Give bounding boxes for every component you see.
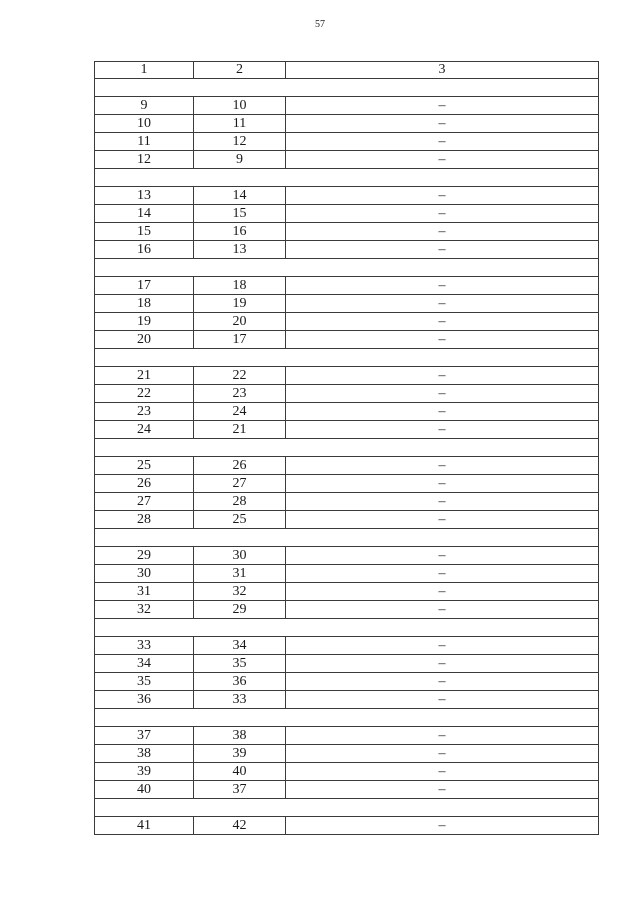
table-row xyxy=(95,187,599,205)
table-cell-col1: 26 xyxy=(95,475,194,493)
table-cell-col3: – xyxy=(286,673,599,691)
table-cell-col2: 16 xyxy=(194,223,286,241)
table-cell-col1: 11 xyxy=(95,133,194,151)
table-cell-col1: 20 xyxy=(95,331,194,349)
group-separator-cell xyxy=(95,349,599,367)
table-cell-col1: 37 xyxy=(95,727,194,745)
table-row xyxy=(95,817,599,835)
table-cell-col3: – xyxy=(286,763,599,781)
table-row xyxy=(95,745,599,763)
table-row xyxy=(95,493,599,511)
table-row xyxy=(95,385,599,403)
table-cell-col1: 35 xyxy=(95,673,194,691)
table-row xyxy=(95,565,599,583)
group-separator-cell xyxy=(95,79,599,97)
table-cell-col3: – xyxy=(286,277,599,295)
table-cell-col3: – xyxy=(286,457,599,475)
table-cell-col3: – xyxy=(286,565,599,583)
table-cell-col2: 29 xyxy=(194,601,286,619)
table-cell-col2: 20 xyxy=(194,313,286,331)
table-cell-col1: 9 xyxy=(95,97,194,115)
table-row xyxy=(95,313,599,331)
table-cell-col1: 33 xyxy=(95,637,194,655)
table-row xyxy=(95,367,599,385)
table-cell-col2: 31 xyxy=(194,565,286,583)
table-cell-col1: 21 xyxy=(95,367,194,385)
table-header-row xyxy=(95,62,599,79)
table-cell-col3: – xyxy=(286,745,599,763)
table-cell-col1: 40 xyxy=(95,781,194,799)
table-cell-col3: – xyxy=(286,241,599,259)
table-cell-col1: 34 xyxy=(95,655,194,673)
table-cell-col1: 36 xyxy=(95,691,194,709)
table-cell-col3: – xyxy=(286,295,599,313)
group-separator-row xyxy=(95,709,599,727)
table-cell-col2: 25 xyxy=(194,511,286,529)
table-cell-col2: 12 xyxy=(194,133,286,151)
table-row xyxy=(95,223,599,241)
table-row xyxy=(95,97,599,115)
table-cell-col3: – xyxy=(286,475,599,493)
table-cell-col1: 17 xyxy=(95,277,194,295)
table-row xyxy=(95,331,599,349)
table-cell-col3: – xyxy=(286,601,599,619)
table-cell-col1: 29 xyxy=(95,547,194,565)
table-cell-col2: 36 xyxy=(194,673,286,691)
table-cell-col1: 32 xyxy=(95,601,194,619)
table-cell-col3: – xyxy=(286,493,599,511)
table-cell-col2: 17 xyxy=(194,331,286,349)
table-cell-col3: – xyxy=(286,223,599,241)
group-separator-row xyxy=(95,439,599,457)
table-cell-col3: – xyxy=(286,817,599,835)
table-cell-col1: 30 xyxy=(95,565,194,583)
column-header-1: 1 xyxy=(95,62,194,79)
table-cell-col3: – xyxy=(286,367,599,385)
table-cell-col2: 33 xyxy=(194,691,286,709)
table-cell-col3: – xyxy=(286,511,599,529)
table-cell-col3: – xyxy=(286,97,599,115)
table-row xyxy=(95,727,599,745)
table-cell-col1: 28 xyxy=(95,511,194,529)
table-cell-col2: 32 xyxy=(194,583,286,601)
table-cell-col3: – xyxy=(286,655,599,673)
table-row xyxy=(95,781,599,799)
table-cell-col2: 24 xyxy=(194,403,286,421)
column-header-2: 2 xyxy=(194,62,286,79)
table-row xyxy=(95,637,599,655)
table-row xyxy=(95,277,599,295)
table-cell-col2: 22 xyxy=(194,367,286,385)
table-cell-col2: 9 xyxy=(194,151,286,169)
table-cell-col2: 38 xyxy=(194,727,286,745)
page-number: 57 xyxy=(315,19,325,30)
table-row xyxy=(95,241,599,259)
table-row xyxy=(95,691,599,709)
table-row xyxy=(95,295,599,313)
table-cell-col2: 37 xyxy=(194,781,286,799)
table-cell-col2: 21 xyxy=(194,421,286,439)
group-separator-cell xyxy=(95,619,599,637)
table-cell-col2: 11 xyxy=(194,115,286,133)
column-header-3: 3 xyxy=(286,62,599,79)
table-row xyxy=(95,511,599,529)
table-cell-col3: – xyxy=(286,421,599,439)
table-cell-col3: – xyxy=(286,583,599,601)
table-cell-col2: 15 xyxy=(194,205,286,223)
group-separator-cell xyxy=(95,529,599,547)
table-cell-col3: – xyxy=(286,403,599,421)
table-row xyxy=(95,421,599,439)
table-body xyxy=(95,62,599,835)
table-cell-col2: 30 xyxy=(194,547,286,565)
table-cell-col2: 27 xyxy=(194,475,286,493)
table-cell-col3: – xyxy=(286,727,599,745)
table-row xyxy=(95,457,599,475)
table-row xyxy=(95,547,599,565)
table-cell-col3: – xyxy=(286,115,599,133)
table-cell-col2: 13 xyxy=(194,241,286,259)
group-separator-cell xyxy=(95,709,599,727)
table-row xyxy=(95,655,599,673)
table-cell-col1: 13 xyxy=(95,187,194,205)
data-table xyxy=(94,61,599,835)
table-cell-col1: 31 xyxy=(95,583,194,601)
group-separator-row xyxy=(95,529,599,547)
table-cell-col1: 18 xyxy=(95,295,194,313)
table-row xyxy=(95,583,599,601)
table-cell-col1: 23 xyxy=(95,403,194,421)
table-row xyxy=(95,133,599,151)
table-cell-col3: – xyxy=(286,133,599,151)
table-row xyxy=(95,763,599,781)
table-cell-col1: 27 xyxy=(95,493,194,511)
table-cell-col2: 39 xyxy=(194,745,286,763)
table-cell-col2: 18 xyxy=(194,277,286,295)
table-cell-col2: 34 xyxy=(194,637,286,655)
table-cell-col3: – xyxy=(286,313,599,331)
table-cell-col1: 12 xyxy=(95,151,194,169)
table-row xyxy=(95,601,599,619)
table-cell-col1: 38 xyxy=(95,745,194,763)
table-cell-col3: – xyxy=(286,547,599,565)
table-cell-col1: 25 xyxy=(95,457,194,475)
table-cell-col1: 22 xyxy=(95,385,194,403)
table-row xyxy=(95,115,599,133)
table-cell-col2: 23 xyxy=(194,385,286,403)
table-cell-col2: 19 xyxy=(194,295,286,313)
table-cell-col1: 10 xyxy=(95,115,194,133)
group-separator-cell xyxy=(95,259,599,277)
table-cell-col2: 40 xyxy=(194,763,286,781)
table-cell-col3: – xyxy=(286,385,599,403)
table-cell-col1: 41 xyxy=(95,817,194,835)
group-separator-row xyxy=(95,619,599,637)
group-separator-row xyxy=(95,169,599,187)
group-separator-cell xyxy=(95,169,599,187)
table-cell-col3: – xyxy=(286,151,599,169)
table-cell-col3: – xyxy=(286,637,599,655)
table-cell-col2: 10 xyxy=(194,97,286,115)
table-cell-col2: 42 xyxy=(194,817,286,835)
table-cell-col3: – xyxy=(286,187,599,205)
table-cell-col2: 14 xyxy=(194,187,286,205)
group-separator-cell xyxy=(95,799,599,817)
table-cell-col1: 14 xyxy=(95,205,194,223)
table-cell-col3: – xyxy=(286,331,599,349)
table-row xyxy=(95,151,599,169)
table-cell-col1: 15 xyxy=(95,223,194,241)
table-cell-col1: 19 xyxy=(95,313,194,331)
table-cell-col1: 24 xyxy=(95,421,194,439)
table-cell-col3: – xyxy=(286,205,599,223)
group-separator-row xyxy=(95,349,599,367)
table-cell-col2: 35 xyxy=(194,655,286,673)
table-cell-col3: – xyxy=(286,691,599,709)
table-cell-col3: – xyxy=(286,781,599,799)
table-row xyxy=(95,475,599,493)
group-separator-cell xyxy=(95,439,599,457)
group-separator-row xyxy=(95,259,599,277)
table-cell-col2: 26 xyxy=(194,457,286,475)
table-row xyxy=(95,673,599,691)
table-row xyxy=(95,403,599,421)
table-cell-col2: 28 xyxy=(194,493,286,511)
group-separator-row xyxy=(95,799,599,817)
group-separator-row xyxy=(95,79,599,97)
table-cell-col1: 39 xyxy=(95,763,194,781)
table-row xyxy=(95,205,599,223)
table-cell-col1: 16 xyxy=(95,241,194,259)
